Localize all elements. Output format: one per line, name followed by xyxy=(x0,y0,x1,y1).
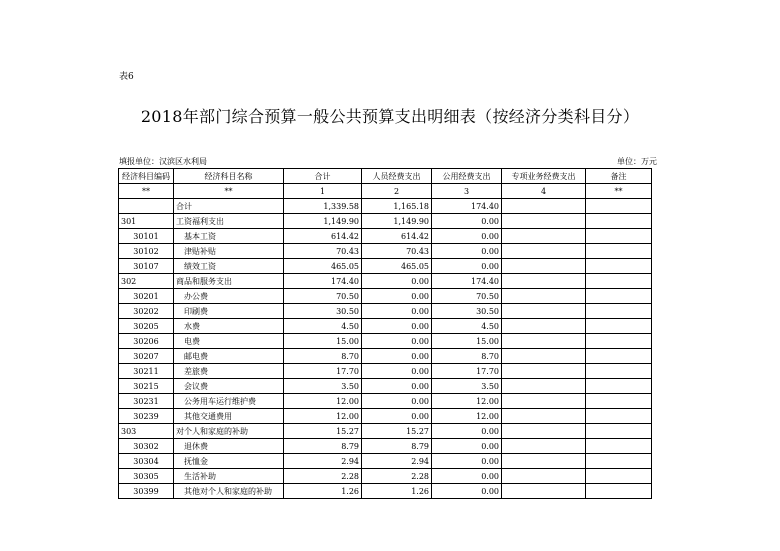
cell-name: 其他对个人和家庭的补助 xyxy=(174,484,284,499)
table-row xyxy=(119,304,652,319)
cell-code: 30102 xyxy=(119,244,174,259)
table-row xyxy=(119,214,652,229)
cell-code: 30101 xyxy=(119,229,174,244)
cell-public: 0.00 xyxy=(432,424,502,439)
index-note: ** xyxy=(586,184,652,199)
index-special: 4 xyxy=(502,184,586,199)
expenditure-table xyxy=(118,168,652,499)
index-code: ** xyxy=(119,184,174,199)
cell-special xyxy=(502,454,586,469)
cell-special xyxy=(502,364,586,379)
cell-name: 津贴补贴 xyxy=(174,244,284,259)
cell-special xyxy=(502,244,586,259)
cell-special xyxy=(502,304,586,319)
cell-total: 70.43 xyxy=(284,244,362,259)
cell-public: 0.00 xyxy=(432,484,502,499)
cell-code: 301 xyxy=(119,214,174,229)
cell-personnel: 0.00 xyxy=(362,334,432,349)
cell-note xyxy=(586,274,652,289)
cell-name: 商品和服务支出 xyxy=(174,274,284,289)
cell-public: 0.00 xyxy=(432,454,502,469)
table-row xyxy=(119,484,652,499)
cell-personnel: 2.94 xyxy=(362,454,432,469)
cell-note xyxy=(586,439,652,454)
cell-personnel: 70.43 xyxy=(362,244,432,259)
cell-personnel: 0.00 xyxy=(362,319,432,334)
cell-special xyxy=(502,469,586,484)
cell-total: 70.50 xyxy=(284,289,362,304)
cell-total: 2.28 xyxy=(284,469,362,484)
cell-public: 12.00 xyxy=(432,409,502,424)
cell-public: 0.00 xyxy=(432,229,502,244)
cell-total: 15.00 xyxy=(284,334,362,349)
cell-personnel: 1,165.18 xyxy=(362,199,432,214)
header-special: 专项业务经费支出 xyxy=(502,169,586,184)
cell-name: 对个人和家庭的补助 xyxy=(174,424,284,439)
cell-special xyxy=(502,484,586,499)
cell-code: 30211 xyxy=(119,364,174,379)
table-row xyxy=(119,424,652,439)
cell-total: 4.50 xyxy=(284,319,362,334)
cell-total: 1,339.58 xyxy=(284,199,362,214)
cell-name: 印刷费 xyxy=(174,304,284,319)
cell-note xyxy=(586,349,652,364)
cell-code: 30231 xyxy=(119,394,174,409)
cell-special xyxy=(502,214,586,229)
cell-special xyxy=(502,274,586,289)
table-row xyxy=(119,379,652,394)
cell-code: 30399 xyxy=(119,484,174,499)
cell-personnel: 2.28 xyxy=(362,469,432,484)
cell-name: 水费 xyxy=(174,319,284,334)
cell-name: 基本工资 xyxy=(174,229,284,244)
cell-note xyxy=(586,319,652,334)
cell-code: 30239 xyxy=(119,409,174,424)
cell-public: 174.40 xyxy=(432,274,502,289)
table-row xyxy=(119,469,652,484)
cell-special xyxy=(502,439,586,454)
table-row xyxy=(119,259,652,274)
cell-total: 1,149.90 xyxy=(284,214,362,229)
cell-total: 2.94 xyxy=(284,454,362,469)
cell-personnel: 614.42 xyxy=(362,229,432,244)
cell-public: 15.00 xyxy=(432,334,502,349)
cell-special xyxy=(502,409,586,424)
cell-special xyxy=(502,394,586,409)
cell-special xyxy=(502,199,586,214)
cell-personnel: 15.27 xyxy=(362,424,432,439)
cell-name: 其他交通费用 xyxy=(174,409,284,424)
cell-name: 邮电费 xyxy=(174,349,284,364)
cell-note xyxy=(586,304,652,319)
cell-code: 30107 xyxy=(119,259,174,274)
cell-total: 1.26 xyxy=(284,484,362,499)
cell-personnel: 0.00 xyxy=(362,364,432,379)
table-row xyxy=(119,349,652,364)
cell-personnel: 0.00 xyxy=(362,379,432,394)
header-row xyxy=(119,169,652,184)
cell-total: 614.42 xyxy=(284,229,362,244)
cell-personnel: 0.00 xyxy=(362,289,432,304)
cell-special xyxy=(502,349,586,364)
index-name: ** xyxy=(174,184,284,199)
cell-total: 8.79 xyxy=(284,439,362,454)
table-row xyxy=(119,394,652,409)
cell-name: 会议费 xyxy=(174,379,284,394)
cell-name: 抚恤金 xyxy=(174,454,284,469)
table-body xyxy=(119,199,652,499)
header-personnel: 人员经费支出 xyxy=(362,169,432,184)
reporting-unit: 填报单位：汉滨区水利局 xyxy=(119,157,207,166)
cell-public: 0.00 xyxy=(432,214,502,229)
cell-public: 17.70 xyxy=(432,364,502,379)
cell-code: 30206 xyxy=(119,334,174,349)
table-row xyxy=(119,289,652,304)
cell-public: 0.00 xyxy=(432,439,502,454)
cell-note xyxy=(586,334,652,349)
table-row xyxy=(119,319,652,334)
cell-personnel: 0.00 xyxy=(362,274,432,289)
cell-personnel: 0.00 xyxy=(362,409,432,424)
index-public: 3 xyxy=(432,184,502,199)
cell-code xyxy=(119,199,174,214)
cell-note xyxy=(586,469,652,484)
index-personnel: 2 xyxy=(362,184,432,199)
cell-note xyxy=(586,229,652,244)
table-number: 表6 xyxy=(119,72,134,82)
cell-total: 174.40 xyxy=(284,274,362,289)
cell-public: 174.40 xyxy=(432,199,502,214)
cell-personnel: 0.00 xyxy=(362,304,432,319)
cell-code: 30305 xyxy=(119,469,174,484)
cell-special xyxy=(502,229,586,244)
cell-note xyxy=(586,364,652,379)
cell-code: 303 xyxy=(119,424,174,439)
index-row xyxy=(119,184,652,199)
cell-personnel: 0.00 xyxy=(362,394,432,409)
cell-special xyxy=(502,379,586,394)
cell-note xyxy=(586,244,652,259)
cell-code: 30205 xyxy=(119,319,174,334)
cell-note xyxy=(586,424,652,439)
cell-code: 30207 xyxy=(119,349,174,364)
cell-total: 15.27 xyxy=(284,424,362,439)
table-row xyxy=(119,364,652,379)
cell-personnel: 1,149.90 xyxy=(362,214,432,229)
cell-public: 70.50 xyxy=(432,289,502,304)
cell-code: 30215 xyxy=(119,379,174,394)
cell-public: 0.00 xyxy=(432,244,502,259)
page-title: 2018年部门综合预算一般公共预算支出明细表（按经济分类科目分） xyxy=(140,107,640,126)
table-row xyxy=(119,199,652,214)
cell-note xyxy=(586,454,652,469)
cell-public: 30.50 xyxy=(432,304,502,319)
cell-name: 合计 xyxy=(174,199,284,214)
cell-public: 4.50 xyxy=(432,319,502,334)
cell-note xyxy=(586,409,652,424)
cell-total: 3.50 xyxy=(284,379,362,394)
cell-note xyxy=(586,379,652,394)
cell-total: 8.70 xyxy=(284,349,362,364)
cell-total: 12.00 xyxy=(284,394,362,409)
table-row xyxy=(119,409,652,424)
cell-note xyxy=(586,394,652,409)
cell-total: 12.00 xyxy=(284,409,362,424)
table-row xyxy=(119,439,652,454)
cell-name: 公务用车运行维护费 xyxy=(174,394,284,409)
cell-name: 办公费 xyxy=(174,289,284,304)
cell-personnel: 1.26 xyxy=(362,484,432,499)
index-total: 1 xyxy=(284,184,362,199)
cell-code: 30302 xyxy=(119,439,174,454)
cell-note xyxy=(586,259,652,274)
cell-public: 12.00 xyxy=(432,394,502,409)
cell-code: 302 xyxy=(119,274,174,289)
cell-public: 8.70 xyxy=(432,349,502,364)
cell-total: 17.70 xyxy=(284,364,362,379)
cell-special xyxy=(502,259,586,274)
cell-total: 465.05 xyxy=(284,259,362,274)
cell-name: 生活补助 xyxy=(174,469,284,484)
cell-code: 30202 xyxy=(119,304,174,319)
cell-note xyxy=(586,199,652,214)
cell-special xyxy=(502,319,586,334)
header-total: 合计 xyxy=(284,169,362,184)
cell-name: 退休费 xyxy=(174,439,284,454)
cell-special xyxy=(502,424,586,439)
cell-code: 30304 xyxy=(119,454,174,469)
cell-name: 绩效工资 xyxy=(174,259,284,274)
table-row xyxy=(119,334,652,349)
cell-note xyxy=(586,484,652,499)
cell-name: 电费 xyxy=(174,334,284,349)
table-row xyxy=(119,244,652,259)
currency-unit: 单位：万元 xyxy=(617,157,657,166)
cell-personnel: 0.00 xyxy=(362,349,432,364)
cell-special xyxy=(502,334,586,349)
cell-note xyxy=(586,289,652,304)
cell-code: 30201 xyxy=(119,289,174,304)
table-row xyxy=(119,229,652,244)
cell-public: 0.00 xyxy=(432,259,502,274)
table-row xyxy=(119,454,652,469)
cell-note xyxy=(586,214,652,229)
cell-special xyxy=(502,289,586,304)
cell-public: 0.00 xyxy=(432,469,502,484)
cell-total: 30.50 xyxy=(284,304,362,319)
cell-personnel: 8.79 xyxy=(362,439,432,454)
cell-name: 工资福利支出 xyxy=(174,214,284,229)
header-code: 经济科目编码 xyxy=(119,169,174,184)
header-public: 公用经费支出 xyxy=(432,169,502,184)
table-row xyxy=(119,274,652,289)
cell-personnel: 465.05 xyxy=(362,259,432,274)
header-name: 经济科目名称 xyxy=(174,169,284,184)
header-note: 备注 xyxy=(586,169,652,184)
cell-name: 差旅费 xyxy=(174,364,284,379)
cell-public: 3.50 xyxy=(432,379,502,394)
